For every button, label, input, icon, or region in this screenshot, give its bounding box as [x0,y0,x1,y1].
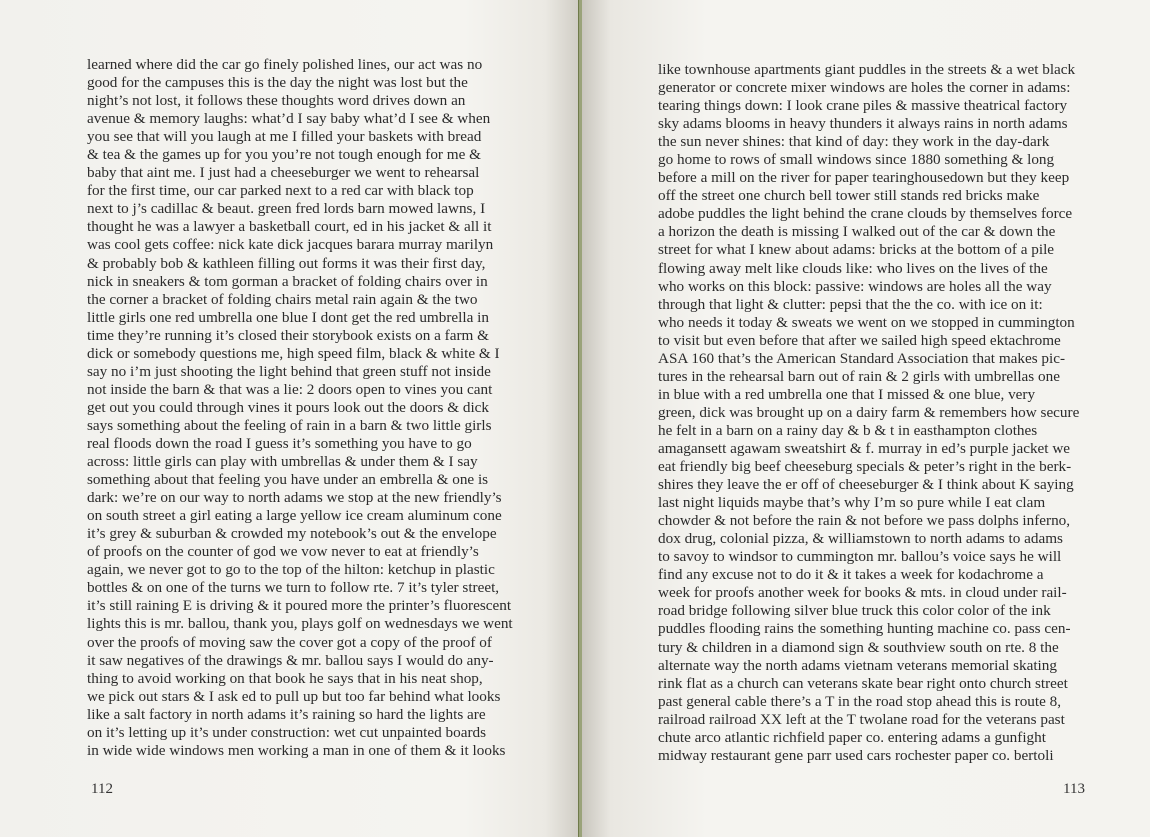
text-line: who works on this block: passive: windows are holes all the way [658,277,1052,295]
text-line: generator or concrete mixer windows are holes the corner in adams: [658,79,1071,97]
text-line: puddles flooding rains the something hunting machine co. pass cen- [658,620,1071,638]
text-line: midway restaurant gene parr used cars rochester paper co. bertoli [658,746,1054,764]
text-line: little girls one red umbrella one blue I dont get the red umbrella in [87,308,489,326]
text-line: bottles & on one of the turns we turn to follow rte. 7 it’s tyler street, [87,579,500,597]
text-line: on it’s letting up it’s under construction: wet cut unpainted boards [87,723,487,741]
text-line: eat friendly big beef cheeseburg specials & peter’s right in the berk- [658,458,1072,476]
text-line: again, we never got to go to the top of the hilton: ketchup in plastic [87,561,495,579]
text-line: last night liquids maybe that’s why I’m so pure while I eat clam [658,494,1046,512]
text-line: says something about the feeling of rain in a barn & two little girls [87,416,492,434]
right-page-body-text [658,61,1079,765]
text-line: the corner a bracket of folding chairs metal rain again & the two [87,290,478,308]
text-line: road bridge following silver blue truck this color color of the ink [658,602,1051,620]
text-line: the sun never shines: that kind of day: they work in the day-dark [658,133,1050,151]
text-line: week for proofs another week for books & mts. in cloud under rail- [658,584,1067,602]
text-line: green, dick was brought up on a dairy farm & remembers how secure [658,403,1080,421]
text-line: it’s grey & suburban & crowded my notebook’s out & the envelope [87,525,497,543]
text-line: on south street a girl eating a large yellow ice cream aluminum cone [87,507,502,525]
text-line: find any excuse not to do it & it takes a week for kodachrome a [658,566,1044,584]
text-line: nick in sneakers & tom gorman a bracket of folding chairs over in [87,272,488,290]
text-line: next to j’s cadillac & beaut. green fred lords barn mowed lawns, I [87,200,486,218]
text-line: lights this is mr. ballou, thank you, plays golf on wednesdays we went [87,615,513,633]
text-line: learned where did the car go finely polished lines, our act was no [87,56,483,73]
text-line: tury & children in a diamond sign & southview south on rte. 8 the [658,638,1059,656]
text-line: get out you could through vines it pours look out the doors & dick [87,398,490,416]
text-line: go home to rows of small windows since 1880 something & long [658,151,1055,169]
text-line: over the proofs of moving saw the cover got a copy of the proof of [87,633,492,651]
text-line: you see that will you laugh at me I filled your baskets with bread [87,128,482,146]
text-line: before a mill on the river for paper tearinghousedown but they keep [658,169,1070,187]
text-line: alternate way the north adams vietnam veterans memorial skating [658,656,1057,674]
text-line: we pick out stars & I ask ed to pull up but too far behind what looks [87,687,501,705]
text-line: night’s not lost, it follows these thoughts word drives down an [87,92,466,110]
text-line: amagansett agawam sweatshirt & f. murray in ed’s purple jacket we [658,439,1071,457]
text-line: something about that feeling you have under an embrella & one is [87,471,489,489]
text-line: not inside the barn & that was a lie: 2 doors open to vines you cant [87,380,493,398]
text-line: adobe puddles the light behind the crane clouds by themselves force [658,205,1073,223]
text-line: good for the campuses this is the day the night was lost but the [87,74,468,92]
text-line: baby that aint me. I just had a cheeseburger we went to rehearsal [87,164,480,182]
text-line: thing to avoid working on that book he says that in his neat shop, [87,669,483,687]
text-line: chowder & not before the rain & not before we pass dolphs inferno, [658,512,1071,530]
text-line: real floods down the road I guess it’s something you have to go [87,434,472,452]
text-line: off the street one church bell tower still stands red bricks make [658,187,1040,205]
text-line: like townhouse apartments giant puddles in the streets & a wet black [658,61,1076,78]
right-page [582,0,1150,837]
text-line: past general cable there’s a T in the road stop ahead this is route 8, [658,692,1062,710]
text-line: avenue & memory laughs: what’d I say baby what’d I see & when [87,110,491,128]
right-page-number: 113 [1063,781,1085,797]
text-line: ASA 160 that’s the American Standard Association that makes pic- [658,349,1066,367]
text-line: for the first time, our car parked next to a red car with black top [87,182,474,200]
text-line: to visit but even before that after we sailed high speed ektachrome [658,331,1061,349]
text-line: was cool gets coffee: nick kate dick jacques barara murray marilyn [87,236,494,254]
text-line: thought he was a lawyer a basketball court, ed in his jacket & all it [87,218,492,236]
text-line: say no i’m just shooting the light behind that green stuff not inside [87,362,491,380]
text-line: of proofs on the counter of god we vow never to eat at friendly’s [87,543,479,561]
text-line: time they’re running it’s closed their storybook exists on a farm & [87,326,489,344]
text-line: tearing things down: I look crane piles & massive theatrical factory [658,97,1068,115]
text-line: to savoy to windsor to cummington mr. ballou’s voice says he will [658,548,1062,566]
text-line: in wide wide windows men working a man in one of them & it looks [87,741,506,759]
text-line: railroad railroad XX left at the T twolane road for the veterans past [658,710,1065,728]
left-page-number: 112 [91,781,113,797]
text-line: sky adams blooms in heavy thunders it always rains in north adams [658,115,1068,133]
text-line: a horizon the death is missing I walked out of the car & down the [658,223,1056,241]
text-line: chute arco atlantic richfield paper co. entering adams a gunfight [658,728,1046,746]
text-line: & probably bob & kathleen filling out forms it was their first day, [87,254,486,272]
text-line: shires they leave the er off of cheeseburger & I think about K saying [658,476,1074,494]
text-line: like a salt factory in north adams it’s raining so hard the lights are [87,705,486,723]
text-line: street for what I knew about adams: bricks at the bottom of a pile [658,241,1055,259]
left-page-body-text [87,56,513,760]
text-line: it saw negatives of the drawings & mr. ballou says I would do any- [87,651,494,669]
text-line: dox drug, colonial pizza, & williamstown to north adams to adams [658,530,1063,548]
text-line: across: little girls can play with umbrellas & under them & I say [87,453,478,471]
text-line: it’s still raining E is driving & it poured more the printer’s fluorescent [87,597,512,615]
text-line: he felt in a barn on a rainy day & b & t in easthampton clothes [658,421,1038,439]
text-line: tures in the rehearsal barn out of rain & 2 girls with umbrellas one [658,367,1060,385]
text-line: & tea & the games up for you you’re not tough enough for me & [87,146,481,164]
text-line: in blue with a red umbrella one that I missed & one blue, very [658,385,1036,403]
text-line: rink flat as a church can veterans skate bear right onto church street [658,674,1068,692]
text-line: through that light & clutter: pepsi that the the co. with ice on it: [658,295,1043,313]
text-line: flowing away melt like clouds like: who lives on the lives of the [658,259,1048,277]
text-line: dark: we’re on our way to north adams we stop at the new friendly’s [87,489,502,507]
text-line: dick or somebody questions me, high speed film, black & white & I [87,344,500,362]
text-line: who needs it today & sweats we went on we stopped in cummington [658,313,1075,331]
